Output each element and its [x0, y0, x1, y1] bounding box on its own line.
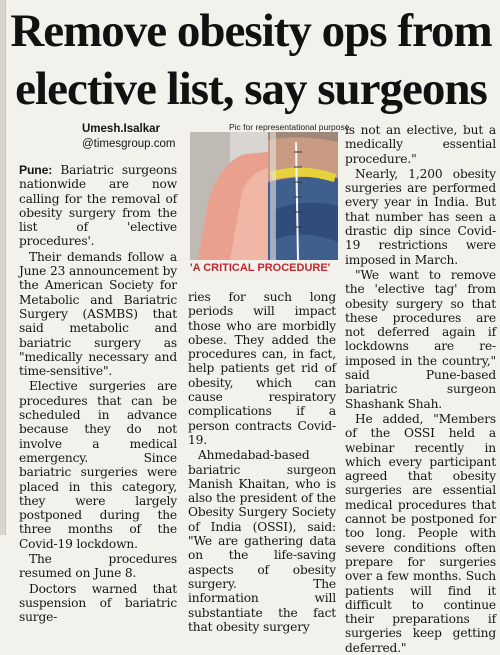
- article-photo: [190, 132, 338, 260]
- article-column-1: [19, 163, 177, 625]
- photo-illustration: [190, 132, 338, 260]
- article-column-2: [188, 290, 336, 634]
- paragraph: ries for such long periods will impact those who are morbidly obese. They added the procedures can, in fact, help patients get rid of obesity, which can cause respiratory complications if a person contracts Covid-19.: [188, 290, 336, 447]
- paragraph: The procedures resumed on June 8.: [19, 552, 177, 581]
- photo-caption: 'A CRITICAL PROCEDURE': [190, 262, 331, 274]
- headline-line-1: Remove obesity ops from: [10, 5, 492, 57]
- photo-credit: Pic for representational purpose: [229, 122, 350, 132]
- headline-line-2: elective list, say surgeons: [15, 63, 487, 115]
- paragraph: is not an elective, but a medically essential procedure.": [345, 123, 496, 166]
- paragraph: Nearly, 1,200 obesity surgeries are performed every year in India. But that number has seen a drastic dip since Covid-19 restrictions were imposed in March.: [345, 166, 496, 267]
- paragraph: Doctors warned that suspension of bariatric surge-: [19, 581, 177, 625]
- byline-handle: @timesgroup.com: [82, 138, 176, 150]
- paragraph-text: Bariatric surgeons nationwide are now calling for the removal of obesity surgery from the list of 'elective procedures'.: [19, 163, 177, 249]
- page-fold: [0, 0, 6, 535]
- paragraph: Ahmedabad-based bariatric surgeon Manish Khaitan, who is also the president of the Obesity Surgery Society of India (OSSI), said: "We are gathering data on the life-saving aspects of obesity surgery. The information will substantiate the fact that obesity surgery: [188, 448, 336, 634]
- paragraph: Elective surgeries are procedures that can be scheduled in advance because they do not involve a medical emergency. Since bariatric surgeries were placed in this category, they were largely postponed during the three months of the Covid-19 lockdown.: [19, 379, 177, 551]
- dateline: Pune:: [19, 163, 53, 177]
- paragraph: [19, 163, 177, 249]
- paragraph: "We want to remove the 'elective tag' from obesity surgery so that these procedures are not deferred again if lockdowns are re-imposed in the country," said Pune-based bariatric surgeon Shashank Shah.: [345, 267, 496, 411]
- byline-name: Umesh.Isalkar: [82, 123, 160, 135]
- paragraph: Their demands follow a June 23 announcement by the American Society for Metabolic and Bariatric Surgery (ASMBS) that said metabolic and bariatric surgery as "medically necessary and time-sensitive".: [19, 249, 177, 379]
- paragraph: He added, "Members of the OSSI held a webinar recently in which every participant agreed that obesity surgeries are essential medical procedures that cannot be postponed for too long. People with severe conditions often prepare for surgeries over a few months. Such patients will find it difficult to continue their preparations if surgeries keep getting deferred.": [345, 411, 496, 655]
- article-column-3: [345, 123, 496, 655]
